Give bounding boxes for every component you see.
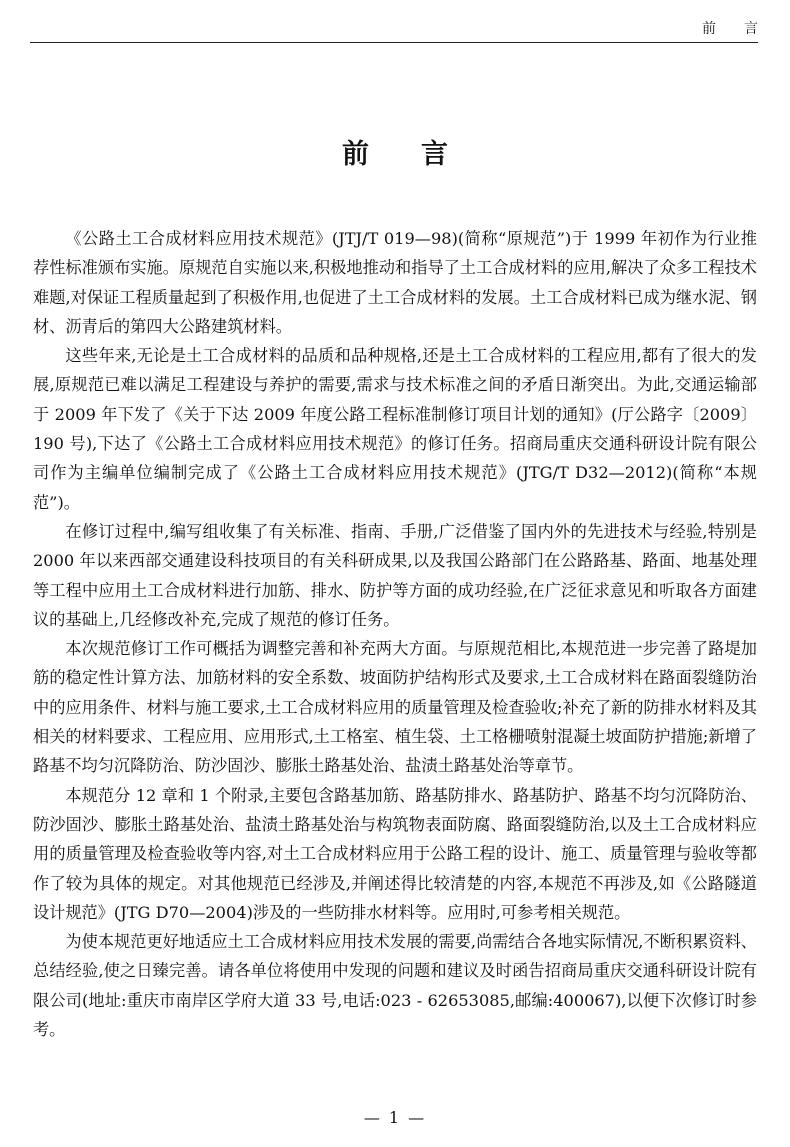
paragraph: 这些年来,无论是土工合成材料的品质和品种规格,还是土工合成材料的工程应用,都有了很大的发展,原规范已难以满足工程建设与养护的需要,需求与技术标准之间的矛盾日渐突出。为此,交通运输部于 2009 年下发了《关于下达 2009 年度公路工程标准制修订项目计划的通知》(厅公路字〔2009〕190 号),下达了《公路土工合成材料应用技术规范》的修订任务。招商局重庆交通科研设计院有限公司作为主编单位编制完成了《公路土工合成材料应用技术规范》(JTG/T D32—2012)(简称“本规范”)。 <box>33 346 757 512</box>
paragraph: 《公路土工合成材料应用技术规范》(JTJ/T 019—98)(简称“原规范”)于 1999 年初作为行业推荐性标准颁布实施。原规范自实施以来,积极地推动和指导了土工合成材料的应用,解决了众多工程技术难题,对保证工程质量起到了积极作用,也促进了土工合成材料的发展。土工合成材料已成为继水泥、钢材、沥青后的第四大公路建筑材料。 <box>33 229 757 336</box>
running-header: 前言 <box>702 21 786 37</box>
page-title: 前言 <box>342 139 500 170</box>
paragraph: 在修订过程中,编写组收集了有关标准、指南、手册,广泛借鉴了国内外的先进技术与经验,特别是 2000 年以来西部交通建设科技项目的有关科研成果,以及我国公路部门在公路路基、路面、地基处理等工程中应用土工合成材料进行加筋、排水、防护等方面的成功经验,在广泛征求意见和听取各方面建议的基础上,几经修改补充,完成了规范的修订任务。 <box>33 521 757 629</box>
page-number: — 1 — <box>363 1108 427 1127</box>
paragraph: 本次规范修订工作可概括为调整完善和补充两大方面。与原规范相比,本规范进一步完善了路堤加筋的稳定性计算方法、加筋材料的安全系数、坡面防护结构形式及要求,土工合成材料在路面裂缝防治中的应用条件、材料与施工要求,土工合成材料应用的质量管理及检查验收;补充了新的防排水材料及其相关的材料要求、工程应用、应用形式,土工格室、植生袋、土工格栅喷射混凝土坡面防护措施;新增了路基不均匀沉降防治、防沙固沙、膨胀土路基处治、盐渍土路基处治等章节。 <box>33 639 757 776</box>
body-text <box>33 224 757 1044</box>
paragraph: 为使本规范更好地适应土工合成材料应用技术发展的需要,尚需结合各地实际情况,不断积累资料、总结经验,使之日臻完善。请各单位将使用中发现的问题和建议及时函告招商局重庆交通科研设计院有限公司(地址:重庆市南岸区学府大道 33 号,电话:023 - 62653085,邮编:400067),以便下次修订时参考。 <box>33 932 757 1040</box>
header-rule <box>30 42 758 43</box>
paragraph: 本规范分 12 章和 1 个附录,主要包含路基加筋、路基防排水、路基防护、路基不均匀沉降防治、防沙固沙、膨胀土路基处治、盐渍土路基处治与构筑物表面防腐、路面裂缝防治,以及土工合成材料应用的质量管理及检查验收等内容,对土工合成材料应用于公路工程的设计、施工、质量管理与验收等都作了较为具体的规定。对其他规范已经涉及,并阐述得比较清楚的内容,本规范不再涉及,如《公路隧道设计规范》(JTG D70—2004)涉及的一些防排水材料等。应用时,可参考相关规范。 <box>33 785 757 922</box>
